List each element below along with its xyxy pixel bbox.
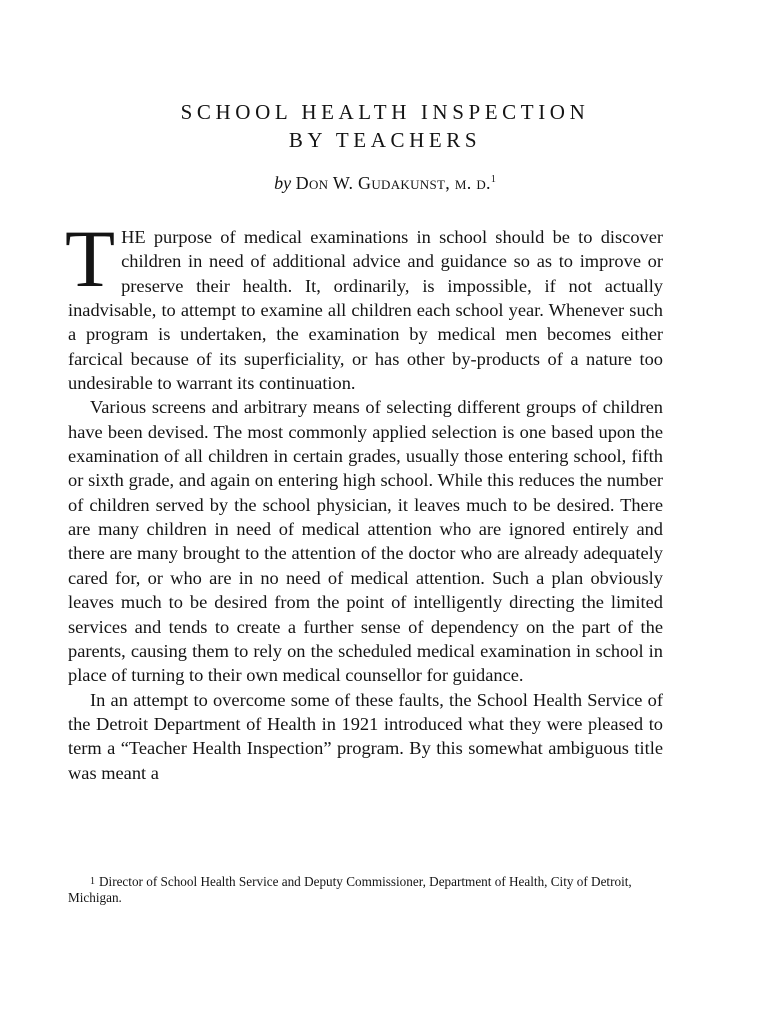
paragraph-1	[65, 213, 663, 395]
byline-by: by	[274, 173, 292, 193]
footnote-text: Director of School Health Service and Deputy Commissioner, Department of Health, City of Detroit, Michigan.	[68, 874, 632, 905]
author-name: Don W. Gudakunst, m. d.	[295, 173, 491, 193]
footnote	[68, 874, 663, 906]
footnote-mark: 1	[90, 876, 95, 887]
paragraph-3: In an attempt to overcome some of these faults, the School Health Service of the Detroit Department of Health in 1921 introduced what they were pleased to term a “Teacher Health Inspection” program. By this somewhat ambiguous title was meant a	[68, 689, 663, 783]
article-title-line-1: SCHOOL HEALTH INSPECTION	[180, 100, 590, 124]
article-title-line-2: BY TEACHERS	[288, 128, 482, 152]
drop-cap: T	[65, 213, 116, 304]
paragraph-1-text: HE purpose of medical examinations in school should be to discover children in need of additional advice and guidance so as to improve or preserve their health. It, ordinarily, is impossible, if not actually inadvisable, to attempt to examine all children each school year. Whenever such a program is undertaken, the examination by medical men becomes either farcical because of its superficiality, or has other by-products of a nature too undesirable to warrant its continuation.	[68, 227, 663, 394]
paragraph-2: Various screens and arbitrary means of selecting different groups of children have been devised. The most commonly applied selection is one based upon the examination of all children in certain grades, usually those entering school, fifth or sixth grade, and again on entering high school. While this reduces the number of children served by the school physician, it leaves much to be desired. There are many children in need of medical attention who are ignored entirely and there are many brought to the attention of the doctor who are already adequately cared for, or who are in no need of medical attention. Such a plan obviously leaves much to be desired from the point of intelligently directing the limited services and tends to create a further sense of dependency on the part of the parents, causing them to rely on the scheduled medical examination in school in place of turning to their own medical counsellor for guidance.	[68, 397, 663, 686]
author-footnote-mark: 1	[490, 174, 496, 185]
article-body	[65, 213, 663, 785]
byline	[0, 169, 770, 194]
